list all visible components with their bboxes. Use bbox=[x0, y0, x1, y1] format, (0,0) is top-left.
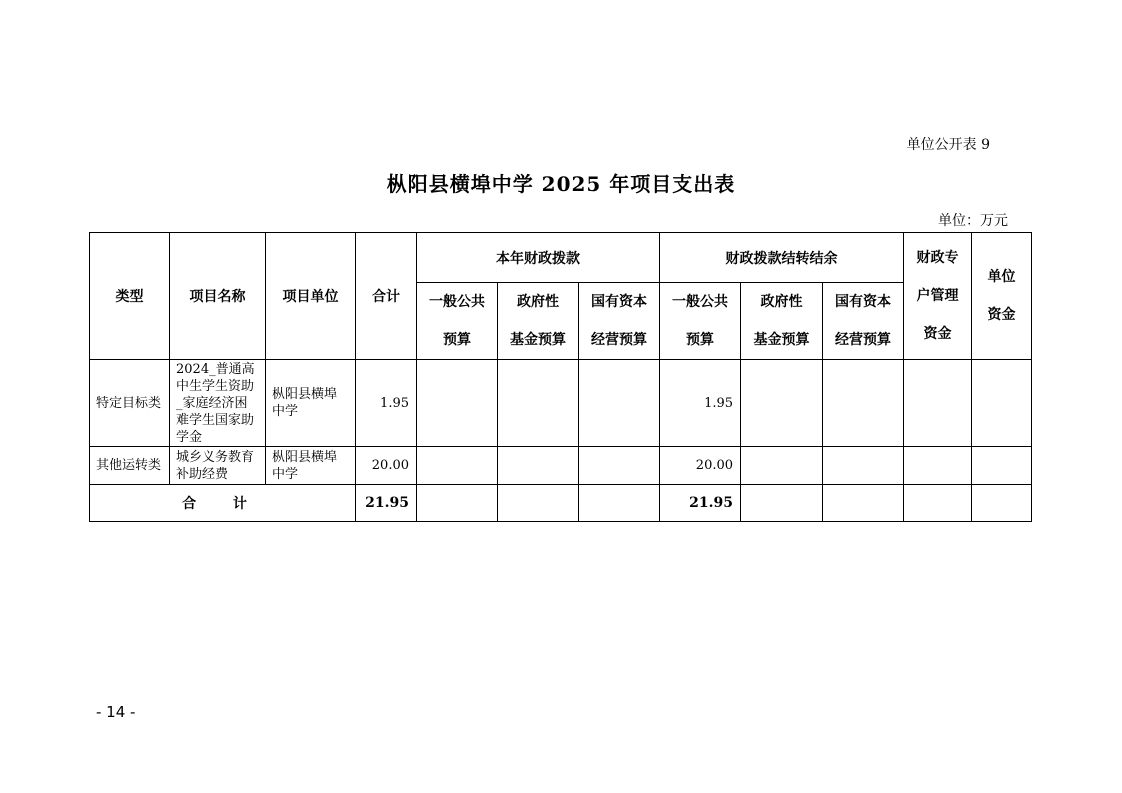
header-line: 基金预算 bbox=[510, 332, 566, 348]
total-amount: 21.95 bbox=[356, 485, 417, 522]
table-row bbox=[90, 447, 1032, 485]
header-line: 经营预算 bbox=[835, 332, 892, 348]
cell-type: 其他运转类 bbox=[90, 447, 170, 485]
cell-project-unit: 枞阳县横埠中学 bbox=[266, 360, 356, 447]
header-line: 国有资本 bbox=[835, 294, 892, 310]
cell-co-gov-fund bbox=[741, 360, 823, 447]
cell-special-fund bbox=[904, 447, 972, 485]
cell-total: 20.00 bbox=[356, 447, 417, 485]
cell-cy-gov-fund bbox=[498, 360, 579, 447]
unit-label: 单位：万元 bbox=[938, 213, 1008, 229]
cell-total: 1.95 bbox=[356, 360, 417, 447]
header-special-line3: 资金 bbox=[923, 326, 952, 342]
total-cy-state-capital bbox=[579, 485, 660, 522]
header-line: 经营预算 bbox=[591, 332, 647, 348]
header-current-year-funds: 本年财政拨款 bbox=[417, 233, 660, 283]
total-unit-fund bbox=[972, 485, 1032, 522]
total-co-state-capital bbox=[823, 485, 904, 522]
header-unit-fund-line2: 资金 bbox=[987, 307, 1016, 323]
header-co-general bbox=[660, 283, 741, 360]
cell-cy-general bbox=[417, 360, 498, 447]
header-line: 国有资本 bbox=[591, 294, 647, 310]
total-label: 合 计 bbox=[90, 485, 356, 522]
cell-cy-gov-fund bbox=[498, 447, 579, 485]
header-unit-fund bbox=[972, 233, 1032, 360]
form-number: 单位公开表 9 bbox=[906, 137, 990, 153]
cell-co-general: 1.95 bbox=[660, 360, 741, 447]
project-expenditure-table bbox=[89, 232, 1032, 522]
header-unit-fund-line1: 单位 bbox=[987, 269, 1016, 285]
total-row bbox=[90, 485, 1032, 522]
header-line: 预算 bbox=[686, 332, 715, 348]
cell-co-general: 20.00 bbox=[660, 447, 741, 485]
header-line: 一般公共 bbox=[429, 294, 485, 310]
header-type: 类型 bbox=[90, 233, 170, 360]
total-co-gov-fund bbox=[741, 485, 823, 522]
header-line: 政府性 bbox=[517, 294, 559, 310]
cell-project-name: 城乡义务教育补助经费 bbox=[170, 447, 266, 485]
cell-cy-general bbox=[417, 447, 498, 485]
header-line: 基金预算 bbox=[753, 332, 810, 348]
header-project-unit: 项目单位 bbox=[266, 233, 356, 360]
total-special-fund bbox=[904, 485, 972, 522]
cell-co-gov-fund bbox=[741, 447, 823, 485]
header-carryover-funds: 财政拨款结转结余 bbox=[660, 233, 904, 283]
header-line: 预算 bbox=[443, 332, 471, 348]
cell-project-unit: 枞阳县横埠中学 bbox=[266, 447, 356, 485]
cell-co-state-capital bbox=[823, 360, 904, 447]
cell-type: 特定目标类 bbox=[90, 360, 170, 447]
header-line: 政府性 bbox=[760, 294, 803, 310]
table-row bbox=[90, 360, 1032, 447]
header-special-line1: 财政专 bbox=[916, 250, 959, 266]
cell-cy-state-capital bbox=[579, 447, 660, 485]
header-cy-general bbox=[417, 283, 498, 360]
header-co-gov-fund bbox=[741, 283, 823, 360]
header-cy-gov-fund bbox=[498, 283, 579, 360]
header-project-name: 项目名称 bbox=[170, 233, 266, 360]
total-cy-general bbox=[417, 485, 498, 522]
page-number: - 14 - bbox=[96, 703, 136, 721]
header-cy-state-capital bbox=[579, 283, 660, 360]
header-special-fund bbox=[904, 233, 972, 360]
cell-special-fund bbox=[904, 360, 972, 447]
header-total: 合计 bbox=[356, 233, 417, 360]
cell-unit-fund bbox=[972, 360, 1032, 447]
cell-cy-state-capital bbox=[579, 360, 660, 447]
total-co-general: 21.95 bbox=[660, 485, 741, 522]
header-special-line2: 户管理 bbox=[916, 288, 959, 304]
header-co-state-capital bbox=[823, 283, 904, 360]
cell-project-name: 2024_普通高中生学生资助_家庭经济困难学生国家助学金 bbox=[170, 360, 266, 447]
cell-unit-fund bbox=[972, 447, 1032, 485]
header-line: 一般公共 bbox=[672, 294, 729, 310]
total-cy-gov-fund bbox=[498, 485, 579, 522]
cell-co-state-capital bbox=[823, 447, 904, 485]
page-title: 枞阳县横埠中学 2025 年项目支出表 bbox=[386, 172, 736, 196]
